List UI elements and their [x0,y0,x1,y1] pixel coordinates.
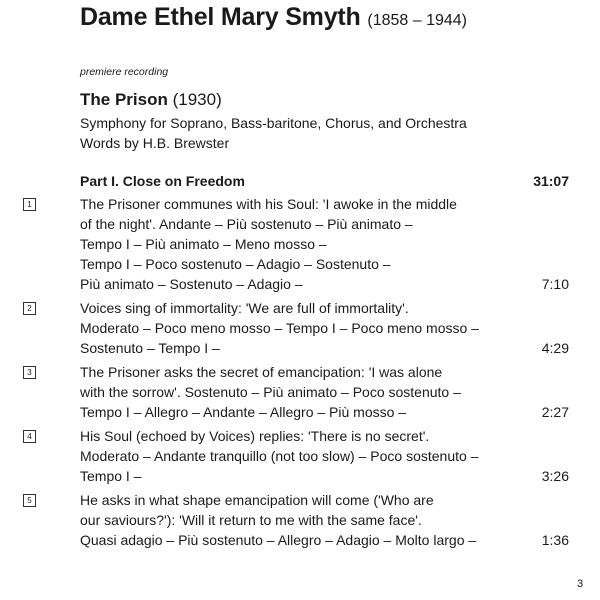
track-line: The Prisoner asks the secret of emancipation: 'I was alone [80,364,443,380]
track-duration: 7:10 [541,276,569,292]
work-words: Words by H.B. Brewster [80,135,230,151]
track-number: 1 [23,198,36,211]
track-duration: 4:29 [541,340,569,356]
track-1 [27,194,569,294]
track-number: 2 [23,302,36,315]
track-duration: 3:26 [541,468,569,484]
track-line: Tempo I – [80,468,142,484]
track-duration: 1:36 [541,532,569,548]
track-number: 3 [23,366,36,379]
track-number: 4 [23,430,36,443]
part-heading [80,173,569,189]
track-line: Sostenuto – Tempo I – [80,340,220,356]
work-description [80,113,467,153]
track-line: His Soul (echoed by Voices) replies: 'There is no secret'. [80,428,430,444]
work-year: (1930) [172,90,222,109]
work-title-text: The Prison [80,90,168,109]
track-2 [27,298,569,358]
composer-name: Dame Ethel Mary Smyth [80,3,361,31]
track-line: of the night'. Andante – Più sostenuto – Più animato – [80,216,413,232]
track-number: 5 [23,494,36,507]
track-4 [27,426,569,486]
track-line: He asks in what shape emancipation will come ('Who are [80,492,434,508]
track-3 [27,362,569,422]
track-line: Moderato – Poco meno mosso – Tempo I – Poco meno mosso – [80,320,479,336]
composer-heading [80,3,467,32]
track-line: Tempo I – Più animato – Meno mosso – [80,236,327,252]
track-line: our saviours?'): 'Will it return to me with the same face'. [80,512,422,528]
track-line: Tempo I – Poco sostenuto – Adagio – Sostenuto – [80,256,391,272]
track-duration: 2:27 [541,404,569,420]
work-subtitle: Symphony for Soprano, Bass-baritone, Chorus, and Orchestra [80,115,467,131]
track-line: The Prisoner communes with his Soul: 'I awoke in the middle [80,196,457,212]
work-title [80,90,222,110]
premiere-note: premiere recording [80,66,169,78]
track-line: with the sorrow'. Sostenuto – Più animato – Poco sostenuto – [80,384,461,400]
page-number: 3 [577,578,584,590]
track-line: Tempo I – Allegro – Andante – Allegro – Più mosso – [80,404,407,420]
track-line: Quasi adagio – Più sostenuto – Allegro – Adagio – Molto largo – [80,532,477,548]
track-line: Moderato – Andante tranquillo (not too slow) – Poco sostenuto – [80,448,479,464]
track-5 [27,490,569,550]
part-duration: 31:07 [533,173,569,189]
track-line: Voices sing of immortality: 'We are full of immortality'. [80,300,409,316]
part-title: Part I. Close on Freedom [80,173,245,189]
composer-dates: (1858 – 1944) [367,12,468,29]
track-line: Più animato – Sostenuto – Adagio – [80,276,303,292]
